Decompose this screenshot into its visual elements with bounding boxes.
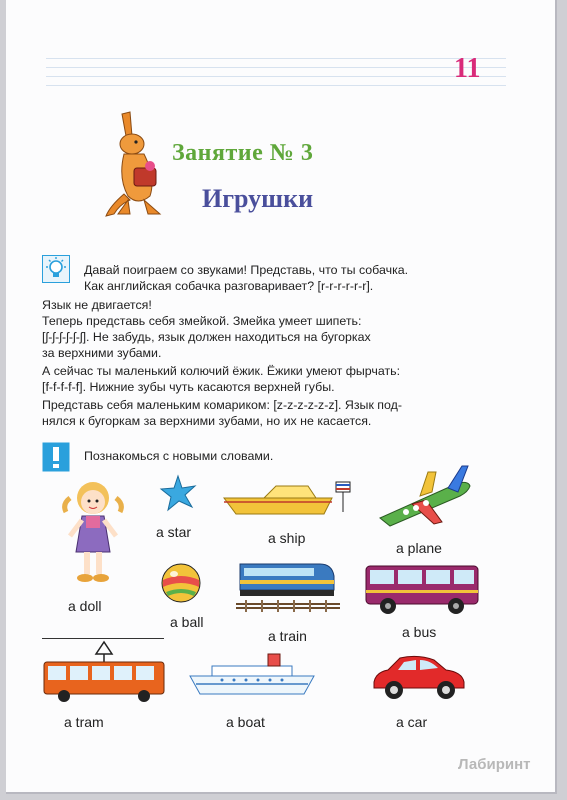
- label-boat: a boat: [226, 714, 265, 730]
- tip-line-3: Язык не двигается!: [42, 298, 152, 312]
- tip-line-10: нялся к бугоркам за верхними зубами, но их не касается.: [42, 414, 372, 428]
- label-train: a train: [268, 628, 307, 644]
- kangaroo-illustration: [104, 108, 170, 218]
- tip-line-6: за верхними зубами.: [42, 346, 162, 360]
- tip-line-7: А сейчас ты маленький колючий ёжик. Ёжики умеют фырчать:: [42, 364, 401, 378]
- star-illustration: [158, 474, 198, 514]
- label-bus: a bus: [402, 624, 437, 640]
- label-car: a car: [396, 714, 428, 730]
- textbook-page: [6, 0, 557, 794]
- tip-line-5: [ʃ-ʃ-ʃ-ʃ-ʃ-ʃ]. Не забудь, язык должен находиться на бугорках: [42, 330, 371, 344]
- watermark: Лабиринт: [458, 756, 531, 773]
- train-illustration: [236, 556, 340, 612]
- label-plane: a plane: [396, 540, 442, 556]
- doll-illustration: [58, 476, 128, 586]
- words-intro: Познакомься с новыми словами.: [84, 449, 274, 463]
- lesson-title: Занятие № 3: [172, 140, 314, 166]
- plane-illustration: [376, 462, 476, 532]
- tip-line-2: Как английская собачка разговаривает? [r-r-r-r-r-r].: [84, 279, 374, 293]
- label-tram: a tram: [64, 714, 104, 730]
- tip-line-4: Теперь представь себя змейкой. Змейка умеет шипеть:: [42, 314, 362, 328]
- lightbulb-icon: [42, 255, 70, 283]
- lesson-subtitle: Игрушки: [202, 184, 314, 213]
- tip-line-8: [f-f-f-f-f]. Нижние зубы чуть касаются верхней губы.: [42, 380, 335, 394]
- bus-illustration: [364, 564, 480, 616]
- label-ball: a ball: [170, 614, 204, 630]
- page-number: 11: [454, 53, 481, 84]
- tip-line-1: Давай поиграем со звуками! Представь, что ты собачка.: [84, 263, 409, 277]
- label-ship: a ship: [268, 530, 306, 546]
- tip-line-9: Представь себя маленьким комариком: [z-z-z-z-z-z]. Язык под-: [42, 398, 402, 412]
- ball-illustration: [160, 562, 202, 604]
- tram-illustration: [40, 640, 168, 704]
- exclamation-icon: [42, 442, 70, 472]
- label-doll: a doll: [68, 598, 102, 614]
- label-star: a star: [156, 524, 192, 540]
- boat-illustration: [188, 652, 316, 698]
- handwriting-lines: [46, 58, 506, 86]
- car-illustration: [368, 652, 468, 702]
- ship-illustration: [220, 478, 356, 522]
- divider-line: [42, 638, 164, 639]
